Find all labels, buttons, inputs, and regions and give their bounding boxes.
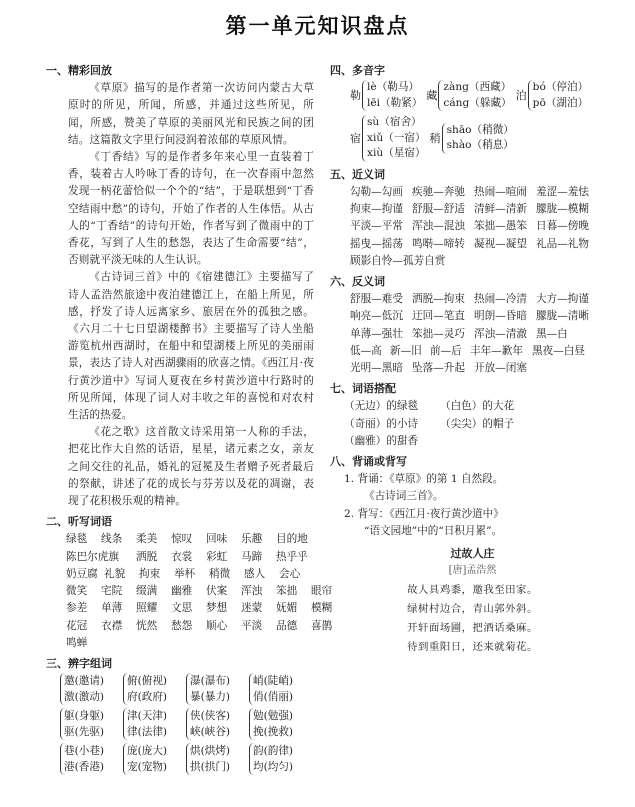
right-column	[330, 62, 595, 660]
distinguish-grid	[46, 673, 314, 775]
recite-item: “语文园地”中的“日积月累”。	[364, 524, 503, 537]
poem-author: [唐]孟浩然	[448, 565, 497, 577]
section-heading: 一、精彩回放	[46, 64, 112, 77]
word: 妩媚	[276, 602, 298, 615]
word-pair: 礼品—礼物	[536, 237, 589, 250]
word-pair: 清鲜—清新	[474, 203, 527, 216]
word-pair: 鸣啭—啼转	[412, 237, 465, 250]
section-bianzi	[46, 655, 314, 775]
word: 浑浊	[241, 585, 263, 598]
word: 衣裳	[171, 550, 193, 563]
distinguish-group	[123, 673, 186, 705]
distinguish-group	[186, 673, 249, 705]
word-pair: 朦胧—清晰	[536, 310, 589, 323]
match-row	[330, 433, 595, 450]
word: 梦想	[206, 602, 228, 615]
word-pair: 笨拙—灵巧	[412, 327, 465, 340]
reading: lēi（勒紧）	[367, 96, 423, 109]
word-pair: 顾影自怜—孤芳自赏	[350, 254, 446, 267]
word: 鸣蝉	[66, 636, 88, 649]
word: 迷蒙	[241, 602, 263, 615]
left-column	[46, 62, 333, 778]
word-pair: 响亮—低沉	[350, 310, 403, 323]
poem-line: 故人具鸡黍，邀我至田家。	[407, 584, 538, 597]
section-heading: 六、反义词	[330, 274, 385, 288]
word: 乐趣	[241, 533, 263, 546]
word-pair: 黑—白	[536, 327, 568, 340]
word-pair: 前—后	[430, 344, 462, 357]
distinguish-group	[60, 743, 123, 775]
word: 会心	[279, 567, 301, 580]
distinguish-word: 勉(勉强)	[253, 710, 294, 723]
word-pair-row	[350, 326, 595, 343]
polyphonic-row	[350, 115, 595, 162]
antonym-grid	[330, 291, 595, 377]
distinguish-word: 俏(俏丽)	[253, 691, 294, 704]
word-pair: 笨拙—愚笨	[474, 220, 527, 233]
reading-list	[442, 123, 514, 154]
word: 愁怨	[171, 619, 193, 632]
distinguish-word: 港(香港)	[64, 761, 105, 774]
distinguish-word: 激(激动)	[64, 691, 105, 704]
distinguish-word: 峭(陡峭)	[253, 675, 294, 688]
word: 喜鹊	[311, 619, 333, 632]
distinguish-group	[249, 673, 312, 705]
distinguish-group	[123, 743, 186, 775]
poem-line: 绿树村边合，青山郭外斜。	[407, 603, 538, 616]
recite-item: 2. 背写：《西江月·夜行黄沙道中》	[344, 507, 504, 520]
recite-item: 1. 背诵：《草原》的第 1 自然段。	[344, 473, 504, 486]
word-pair: 热闹—冷清	[474, 293, 527, 306]
word: 惊叹	[171, 533, 193, 546]
word: 目的地	[276, 533, 308, 546]
word: 幽雅	[171, 585, 193, 598]
reading: zàng（西藏）	[443, 81, 512, 94]
word-pair: 勾勒—勾画	[350, 185, 403, 198]
distinguish-row	[46, 743, 314, 775]
word-pair: 坠落—升起	[412, 361, 465, 374]
word: 微笑	[66, 585, 88, 598]
reading: sù（宿舍）	[367, 116, 422, 129]
reading: pō（湖泊）	[532, 96, 589, 109]
polyphonic-char: 藏	[426, 89, 438, 103]
word: 礼貌	[104, 567, 126, 580]
word-pair: 羞涩—羞怯	[536, 185, 589, 198]
synonym-grid	[330, 184, 595, 270]
word-pair-row	[350, 218, 595, 235]
word: 线条	[101, 533, 123, 546]
word-pair: 摇曳—摇荡	[350, 237, 403, 250]
word: 模糊	[311, 602, 333, 615]
word-pair-row	[350, 308, 595, 325]
word-pair: 光明—黑暗	[350, 361, 403, 374]
section-dapei	[330, 380, 595, 450]
poem-line: 待到重阳日，还来就菊花。	[407, 641, 538, 654]
page-title: 第一单元知识盘点	[225, 14, 410, 38]
word-pair-row	[350, 343, 595, 360]
paragraph: 《花之歌》这首散文诗采用第一人称的手法，把花比作大自然的话语，星星，诸元素之女，亲友之间交往的礼品，婚礼的冠冕及生者赠予死者最后的祭献，讲述了花的成长与芬芳以及花的凋谢，表现了花积极乐观的精神。	[68, 426, 314, 508]
section-duoyin	[330, 62, 595, 162]
word: 宅院	[101, 585, 123, 598]
word-pair-row	[350, 253, 595, 270]
word-row	[66, 549, 314, 566]
reading: shào（稍息）	[446, 139, 514, 152]
word: 稍微	[209, 567, 231, 580]
polyphonic-group	[350, 80, 422, 111]
reading: bó（停泊）	[532, 81, 589, 94]
polyphonic-row	[350, 80, 595, 111]
word: 伏案	[206, 585, 228, 598]
word: 笨拙	[276, 585, 298, 598]
reading: xiù（星宿）	[367, 147, 426, 160]
word: 洒脱	[136, 550, 158, 563]
word: 陈巴尔虎旗	[66, 550, 119, 563]
polyphonic-group	[350, 115, 426, 162]
distinguish-word: 巷(小巷)	[64, 745, 105, 758]
reading: xiǔ（一宿）	[367, 131, 426, 144]
distinguish-group	[123, 708, 186, 740]
word-row	[66, 566, 314, 583]
poem-title: 过故人庄	[450, 546, 495, 560]
distinguish-group	[60, 673, 123, 705]
word-pair: 迂回—笔直	[412, 310, 465, 323]
polyphonic-group	[516, 80, 589, 111]
word-pair: 浑浊—清澈	[474, 327, 527, 340]
reading-list	[438, 80, 511, 111]
distinguish-word: 拱(拱门)	[190, 761, 231, 774]
word: 参差	[66, 602, 88, 615]
word: 感人	[244, 567, 266, 580]
distinguish-group	[186, 708, 249, 740]
word-pair: 平淡—平常	[350, 220, 403, 233]
distinguish-word: 邀(邀请)	[64, 675, 105, 688]
paragraph: 《丁香结》写的是作者多年来心里一直装着丁香，装着古人吟咏丁香的诗句，在一次春雨中忽然发现一柄花蕾恰似一个个的“结”，于是联想到“丁香空结雨中愁”的诗句，开始了作者的人生体悟。从古人的“丁香结”的诗句开始，作者写到了微雨中的丁香花，写到了人生的愁怨，表达了生命需要“结”，否则就平淡无味的人生认识。	[68, 151, 314, 267]
match-phrase: （幽雅）的甜香	[344, 434, 419, 447]
word-row	[66, 618, 333, 635]
word: 热乎乎	[276, 550, 308, 563]
word: 绿毯	[66, 533, 88, 546]
distinguish-word: 律(法律)	[127, 726, 168, 739]
word-row	[66, 583, 333, 600]
distinguish-word: 挽(挽救)	[253, 726, 294, 739]
word-pair: 舒服—舒适	[412, 203, 465, 216]
word-pair-row	[350, 184, 595, 201]
word-pair: 朦胧—模糊	[536, 203, 589, 216]
section-heading: 四、多音字	[330, 64, 385, 77]
recite-item: 《古诗词三首》。	[364, 490, 444, 503]
word-pair: 单薄—强壮	[350, 327, 403, 340]
word-pair: 大方—拘谨	[536, 293, 589, 306]
word-pair: 拘束—拘谨	[350, 203, 403, 216]
distinguish-word: 驱(先驱)	[64, 726, 105, 739]
match-row	[330, 398, 595, 415]
distinguish-group	[60, 708, 123, 740]
section-heading: 三、辨字组词	[46, 656, 112, 670]
poem-line: 开轩面场圃，把酒话桑麻。	[407, 622, 538, 635]
reading-list	[362, 115, 426, 162]
distinguish-group	[186, 743, 249, 775]
section-beisong	[330, 453, 595, 657]
distinguish-word: 瀑(瀑布)	[190, 675, 231, 688]
match-row	[330, 416, 595, 433]
distinguish-group	[249, 708, 312, 740]
section-jingcai	[46, 62, 314, 510]
word: 奶豆腐	[66, 567, 98, 580]
word-pair: 黑夜—白昼	[532, 344, 585, 357]
word-pair: 疾驰—奔驰	[412, 185, 465, 198]
word: 眼帘	[311, 585, 333, 598]
word: 照耀	[136, 602, 158, 615]
distinguish-word: 均(均匀)	[253, 761, 294, 774]
section-heading: 五、近义词	[330, 167, 385, 181]
distinguish-word: 津(天津)	[127, 710, 168, 723]
distinguish-word: 暴(暴力)	[190, 691, 231, 704]
section-heading: 七、词语搭配	[330, 382, 396, 396]
polyphonic-block	[330, 80, 595, 162]
word: 恍然	[136, 619, 158, 632]
distinguish-word: 韵(韵律)	[253, 745, 294, 758]
word: 品德	[276, 619, 298, 632]
word: 举杯	[174, 567, 196, 580]
section-fanyi	[330, 273, 595, 377]
word: 文思	[171, 602, 193, 615]
word: 马蹄	[241, 550, 263, 563]
match-phrase: （尖尖）的帽子	[440, 417, 515, 430]
word-pair: 舒服—难受	[350, 293, 403, 306]
reading: shāo（稍微）	[446, 123, 514, 136]
polyphonic-group	[430, 123, 514, 154]
word-pair: 丰年—歉年	[470, 344, 523, 357]
polyphonic-char: 泊	[515, 89, 527, 103]
word: 花冠	[66, 619, 88, 632]
word: 顺心	[206, 619, 228, 632]
reading: cáng（躲藏）	[443, 96, 512, 109]
distinguish-row	[46, 673, 314, 705]
word-pair: 洒脱—拘束	[412, 293, 465, 306]
section-jinyi	[330, 166, 595, 270]
word-pair: 开放—闭塞	[474, 361, 527, 374]
word-grid	[46, 531, 333, 651]
match-phrase: （奇丽）的小诗	[344, 417, 419, 430]
word-pair-row	[350, 291, 595, 308]
section-heading: 八、背诵或背写	[330, 454, 407, 468]
word-pair: 新—旧	[390, 344, 422, 357]
word-row	[66, 531, 314, 548]
word: 衣襟	[101, 619, 123, 632]
word-pair: 凝视—凝望	[474, 237, 527, 250]
word-row	[66, 600, 333, 617]
word: 拘束	[139, 567, 161, 580]
word: 单薄	[101, 602, 123, 615]
word: 回味	[206, 533, 228, 546]
distinguish-group	[249, 743, 312, 775]
reading-list	[528, 80, 589, 111]
polyphonic-char: 稍	[429, 131, 441, 145]
paragraph: 《草原》描写的是作者第一次访问内蒙古大草原时的所见，所闻，所感，并通过这些所见，所闻，所感，赞美了草原的美丽风光和民族之间的团结。这篇散文字里行间浸润着浓郁的草原风情。	[68, 82, 314, 146]
word: 缀满	[136, 585, 158, 598]
word-pair: 浑浊—混浊	[412, 220, 465, 233]
word: 彩虹	[206, 550, 228, 563]
word: 柔美	[136, 533, 158, 546]
word-pair: 低—高	[350, 344, 382, 357]
distinguish-word: 宠(宠物)	[127, 761, 168, 774]
distinguish-word: 庞(庞大)	[127, 745, 168, 758]
distinguish-word: 躯(身躯)	[64, 710, 105, 723]
distinguish-word: 峡(峡谷)	[190, 726, 231, 739]
word-pair-row	[350, 236, 595, 253]
distinguish-word: 俯(俯视)	[127, 675, 168, 688]
word-pair: 明朗—昏暗	[474, 310, 527, 323]
polyphonic-char: 勒	[350, 89, 361, 103]
reading-list	[362, 80, 422, 111]
word-pair: 热闹—喧闹	[474, 185, 527, 198]
match-phrase: （无边）的绿毯	[344, 400, 419, 413]
distinguish-word: 侠(侠客)	[190, 710, 231, 723]
polyphonic-char: 宿	[350, 131, 361, 145]
section-heading: 二、听写词语	[46, 515, 112, 529]
paragraph: 《古诗词三首》中的《宿建德江》主要描写了诗人孟浩然旅途中夜泊建德江上，在船上所见，所感，抒发了诗人远离家乡、旅居在外的孤独之感。《六月二十七日望湖楼醉书》主要描写了诗人坐船游览杭州西湖时，在船中和望湖楼上所见的美丽雨景，表达了诗人对西湖骤雨的欣喜之情。《西江月·夜行黄沙道中》写词人夏夜在乡村黄沙道中行路时的所见所闻，体现了词人对丰收之年的喜悦和对农村生活的热爱。	[68, 271, 314, 422]
section-tingxie	[46, 513, 333, 652]
reading: lè（勒马）	[367, 81, 420, 94]
word-pair-row	[350, 360, 595, 377]
word-row	[66, 635, 314, 652]
distinguish-row	[46, 708, 314, 740]
word-pair-row	[350, 201, 595, 218]
word: 平淡	[241, 619, 263, 632]
distinguish-word: 烘(烘烤)	[190, 745, 231, 758]
polyphonic-group	[426, 80, 511, 111]
distinguish-word: 府(政府)	[127, 691, 168, 704]
word-pair: 日暮—傍晚	[536, 220, 589, 233]
match-grid	[330, 398, 595, 450]
match-phrase: （白色）的大花	[440, 400, 515, 413]
